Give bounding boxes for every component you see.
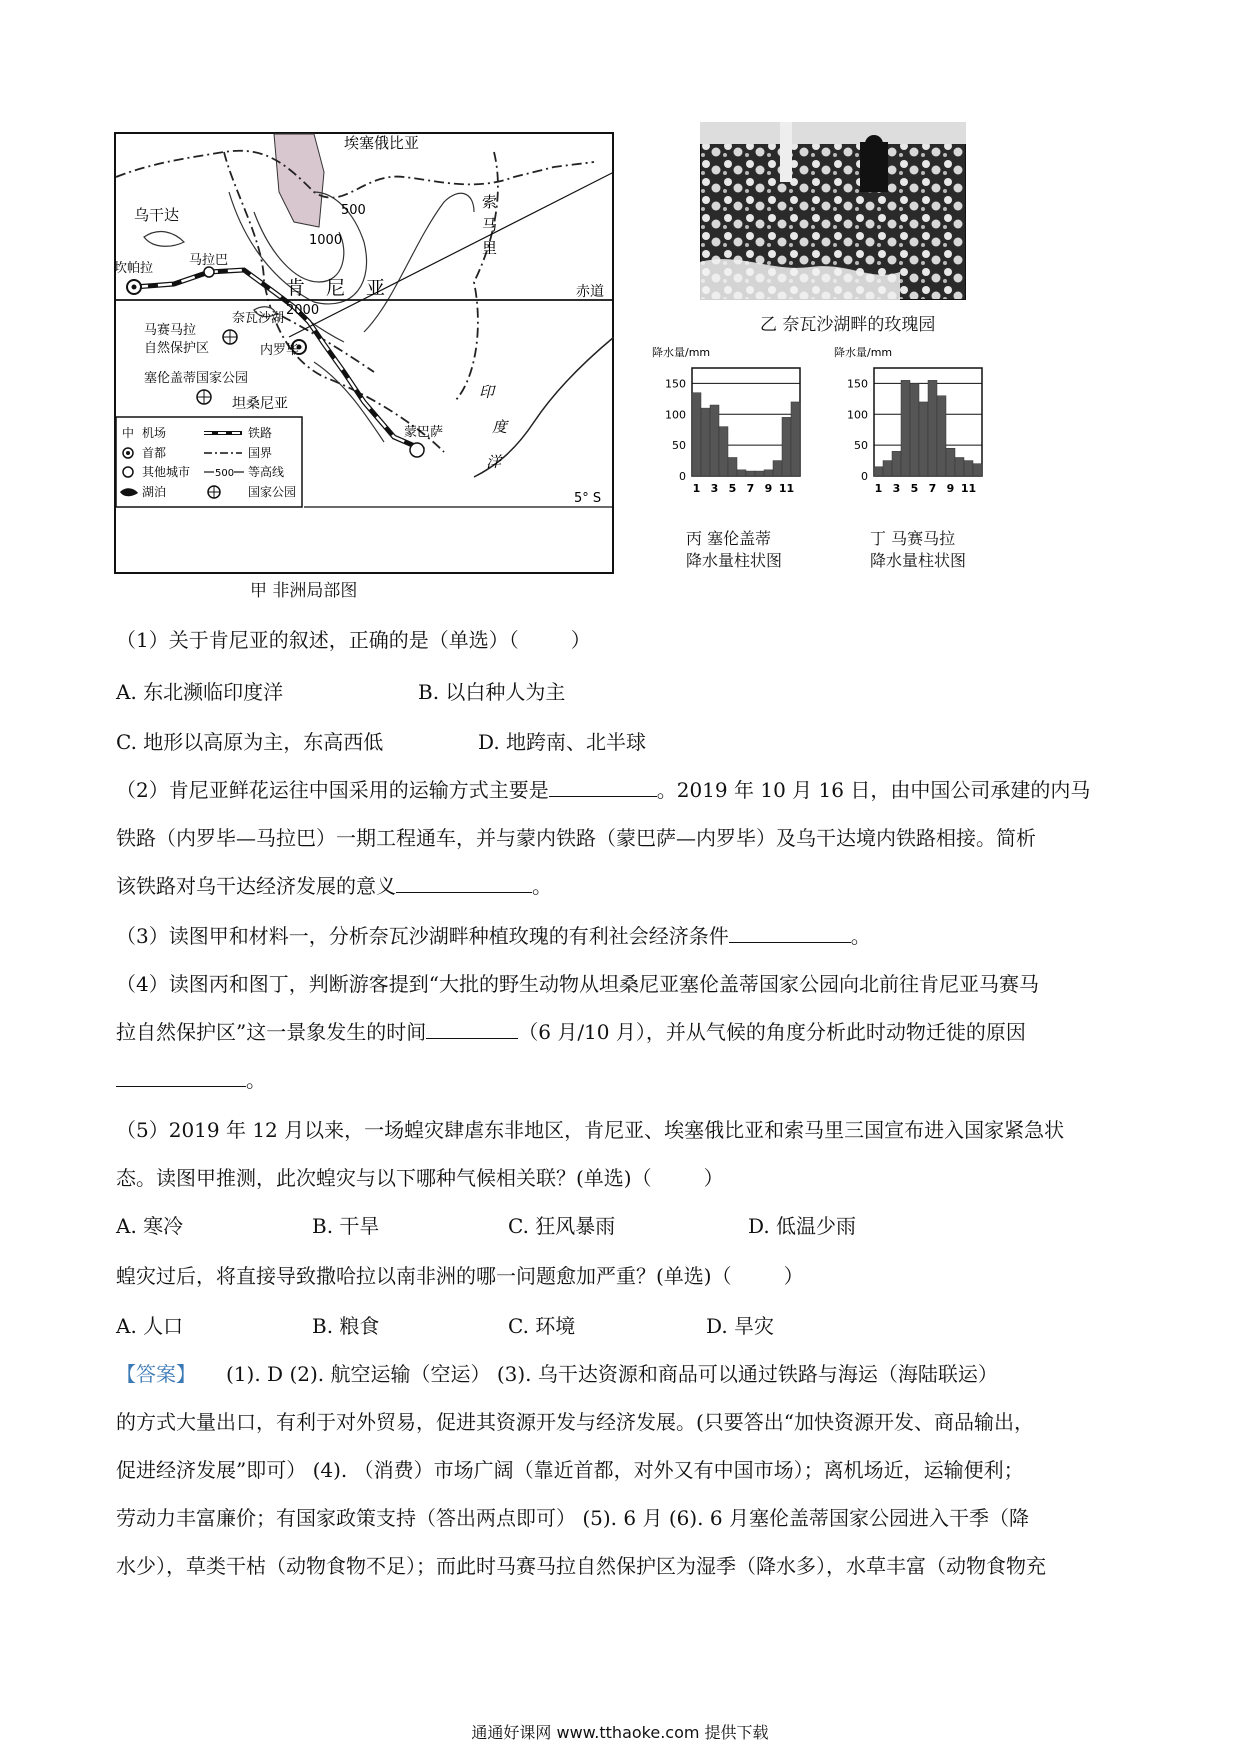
chart-masai-mara-xtick: 9 [946, 482, 955, 495]
q1-option-b: B. 以白种人为主 [418, 680, 566, 704]
label-naivasha: 奈瓦沙湖 [232, 311, 285, 326]
chart-serengeti-bar [701, 408, 710, 476]
q6-option-c: C. 环境 [508, 1314, 576, 1338]
chart-masai-mara-ytick: 150 [847, 377, 868, 391]
answer-line-5: 水少），草类干枯（动物食物不足）；而此时马赛马拉自然保护区为湿季（降水多），水草丰富（动物食物充 [116, 1554, 1046, 1578]
chart-serengeti-ytick: 100 [665, 408, 686, 422]
label-mombasa: 蒙巴萨 [404, 425, 444, 440]
chart-masai-mara-bar [883, 461, 892, 476]
label-masai-mara-1: 马赛马拉 [144, 323, 197, 338]
legend-railway: 铁路 [248, 426, 273, 440]
label-equator: 赤道 [576, 284, 604, 300]
legend-park: 国家公园 [248, 485, 297, 499]
answer-text-1: (1). D (2). 航空运输（空运） (3). 乌干达资源和商品可以通过铁路与海运（海陆联运） [226, 1362, 998, 1386]
label-ethiopia: 埃塞俄比亚 [344, 134, 420, 152]
photo-caption: 乙 奈瓦沙湖畔的玫瑰园 [760, 315, 936, 335]
chart-masai-mara-bar [964, 461, 973, 476]
chart-serengeti-ytick: 0 [679, 470, 686, 483]
chart-serengeti-bar [764, 470, 773, 476]
chart-masai-mara-xtick: 1 [874, 482, 883, 495]
answer-line-1 [116, 1362, 998, 1386]
chart-ding-caption-2: 降水量柱状图 [870, 551, 967, 570]
answer-line-3: 促进经济发展”即可） (4). （消费）市场广阔（靠近首都，对外又有中国市场）；离机场近，运输便利； [116, 1458, 1024, 1482]
label-kenya-1: 肯 [286, 277, 306, 299]
chart-masai-mara-bar [955, 457, 964, 476]
label-kenya-3: 亚 [366, 277, 386, 299]
label-contour-1000: 1000 [309, 233, 343, 248]
question-4-blank-2[interactable] [116, 1068, 246, 1087]
question-4-text-a: 拉自然保护区”这一景象发生的时间 [116, 1020, 427, 1044]
chart-masai-mara-ytick: 0 [861, 470, 868, 483]
question-6 [116, 1264, 804, 1288]
legend-city: 其他城市 [142, 465, 191, 479]
chart-masai-mara-xtick: 11 [960, 482, 977, 495]
label-serengeti: 塞伦盖蒂国家公园 [144, 371, 249, 386]
label-somalia-3: 里 [482, 239, 498, 257]
question-2-line-2: 铁路（内罗毕—马拉巴）一期工程通车，并与蒙内铁路（蒙巴萨—内罗毕）及乌干达境内铁路相接。简析 [116, 826, 1036, 850]
chart-ding-caption [870, 528, 966, 572]
question-2-text-c: 该铁路对乌干达经济发展的意义 [116, 874, 396, 898]
chart-serengeti-bar [782, 417, 791, 476]
question-4-line-3 [116, 1068, 266, 1092]
q5-option-a: A. 寒冷 [116, 1214, 184, 1238]
question-3-text: （3）读图甲和材料一，分析奈瓦沙湖畔种植玫瑰的有利社会经济条件 [116, 924, 729, 948]
legend-contour-value: 500 [215, 468, 235, 479]
chart-serengeti-bar [710, 405, 719, 476]
chart-masai-mara-ytick: 50 [854, 439, 868, 453]
q5-option-c: C. 狂风暴雨 [508, 1214, 616, 1238]
q5-option-b: B. 干旱 [312, 1214, 380, 1238]
q6-option-a: A. 人口 [116, 1314, 184, 1338]
label-masai-mara-2: 自然保护区 [144, 341, 210, 356]
question-2-line-3 [116, 874, 552, 898]
question-2-blank-1[interactable] [549, 778, 657, 797]
legend-capital: 首都 [142, 446, 167, 460]
africa-map [114, 132, 614, 582]
chart-serengeti-bar [746, 471, 755, 476]
page-footer: 通通好课网 www.tthaoke.com 提供下载 [471, 1723, 769, 1742]
label-indian-ocean-2: 度 [492, 418, 508, 436]
chart-serengeti-precip [650, 340, 820, 520]
label-tanzania: 坦桑尼亚 [232, 396, 288, 412]
chart-serengeti-xtick: 1 [692, 482, 701, 495]
question-3 [116, 924, 871, 948]
answer-line-2: 的方式大量出口，有利于对外贸易，促进其资源开发与经济发展。(只要答出“加快资源开发、商品输出， [116, 1410, 1035, 1434]
question-3-blank[interactable] [729, 924, 851, 943]
chart-serengeti-bar [755, 471, 764, 476]
label-indian-ocean-3: 洋 [486, 453, 502, 471]
legend-lake: 湖泊 [142, 485, 167, 499]
label-contour-2000: 2000 [286, 303, 320, 318]
label-nairobi: 内罗毕 [260, 343, 300, 358]
question-2-blank-2[interactable] [396, 874, 532, 893]
question-4-line-2 [116, 1020, 1026, 1044]
question-2-text-d: 。 [532, 874, 552, 898]
map-legend [116, 417, 302, 507]
chart-serengeti-xtick: 3 [710, 482, 719, 495]
chart-bing-caption-2: 降水量柱状图 [686, 551, 783, 570]
chart-serengeti-bar [728, 457, 737, 476]
chart-masai-mara-bar [928, 380, 937, 476]
q1-option-d: D. 地跨南、北半球 [478, 730, 647, 754]
chart-serengeti-xtick: 7 [746, 482, 755, 495]
q6-option-b: B. 粮食 [312, 1314, 380, 1338]
label-somalia-2: 马 [482, 216, 498, 234]
chart-masai-mara-xtick: 7 [928, 482, 937, 495]
label-uganda: 乌干达 [134, 206, 180, 224]
question-2-text-a: （2）肯尼亚鲜花运往中国采用的运输方式主要是 [116, 778, 549, 802]
chart-masai-mara-bar [901, 380, 910, 476]
q1-option-a: A. 东北濒临印度洋 [116, 680, 284, 704]
chart-serengeti-bar [719, 427, 728, 476]
chart-serengeti-bar [773, 461, 782, 476]
chart-bing-caption [686, 528, 782, 572]
answer-line-4: 劳动力丰富廉价；有国家政策支持（答出两点即可） (5). 6 月 (6). 6 月塞伦盖蒂国家公园进入干季（降 [116, 1506, 1029, 1530]
legend-border: 国界 [248, 446, 273, 460]
chart-serengeti-bar [692, 393, 701, 476]
chart-serengeti-xtick: 11 [778, 482, 795, 495]
question-4-end: 。 [246, 1068, 266, 1092]
chart-ding-caption-1: 丁 马赛马拉 [870, 529, 956, 548]
svg-text:中: 中 [122, 426, 135, 440]
rose-garden-photo [700, 122, 966, 300]
question-1-end: ） [570, 628, 591, 652]
label-somalia-1: 索 [482, 193, 498, 211]
question-4-text-b: （6 月/10 月），并从气候的角度分析此时动物迁徙的原因 [518, 1020, 1026, 1044]
label-indian-ocean-1: 印 [479, 383, 495, 401]
chart-serengeti-xtick: 5 [728, 482, 737, 495]
question-6-text: 蝗灾过后，将直接导致撒哈拉以南非洲的哪一问题愈加严重？(单选)（ [116, 1264, 732, 1288]
question-4-line-1: （4）读图丙和图丁，判断游客提到“大批的野生动物从坦桑尼亚塞伦盖蒂国家公园向北前往肯尼亚马赛马 [116, 972, 1039, 996]
question-3-end: 。 [850, 924, 871, 948]
chart-serengeti-xtick: 9 [764, 482, 773, 495]
chart-masai-mara-bar [874, 467, 883, 476]
chart-masai-mara-bar [973, 464, 982, 476]
chart-masai-mara-bar [892, 451, 901, 476]
chart-masai-mara-bar [937, 396, 946, 476]
chart-masai-mara-bar [946, 448, 955, 476]
chart-masai-mara-bar [910, 383, 919, 476]
chart-masai-mara-xtick: 5 [910, 482, 919, 495]
legend-contour: 等高线 [248, 465, 285, 479]
chart-serengeti-ylabel: 降水量/mm [652, 346, 711, 359]
question-1-text: （1）关于肯尼亚的叙述，正确的是（单选）（ [116, 628, 519, 652]
label-kampala: 坎帕拉 [114, 261, 154, 276]
chart-masai-mara-ylabel: 降水量/mm [834, 346, 893, 359]
chart-serengeti-bar [737, 470, 746, 476]
chart-masai-mara-bar [919, 402, 928, 476]
question-5-end: ） [703, 1166, 724, 1190]
question-5-line-1: （5）2019 年 12 月以来，一场蝗灾肆虐东非地区，肯尼亚、埃塞俄比亚和索马里三国宣布进入国家紧急状 [116, 1118, 1065, 1142]
q6-option-d: D. 旱灾 [706, 1314, 775, 1338]
chart-serengeti-bar [791, 402, 800, 476]
q1-option-c: C. 地形以高原为主，东高西低 [116, 730, 384, 754]
legend-airport: 机场 [142, 426, 167, 440]
question-5-text: 态。读图甲推测，此次蝗灾与以下哪种气候相关联？(单选)（ [116, 1166, 652, 1190]
label-contour-500: 500 [341, 203, 366, 218]
chart-serengeti-ytick: 50 [672, 439, 686, 453]
chart-masai-mara-precip [832, 340, 1002, 520]
question-1 [116, 628, 591, 652]
label-5s: 5° S [574, 491, 602, 506]
question-4-blank-1[interactable] [426, 1020, 518, 1039]
question-6-end: ） [783, 1264, 804, 1288]
answer-tag: 【答案】 [116, 1362, 196, 1386]
chart-masai-mara-xtick: 3 [892, 482, 901, 495]
chart-masai-mara-ytick: 100 [847, 408, 868, 422]
chart-serengeti-ytick: 150 [665, 377, 686, 391]
q5-option-d: D. 低温少雨 [748, 1214, 857, 1238]
label-kenya-2: 尼 [326, 277, 346, 299]
question-5-line-2 [116, 1166, 724, 1190]
map-caption: 甲 非洲局部图 [250, 581, 358, 601]
question-2-line-1 [116, 778, 1090, 802]
chart-bing-caption-1: 丙 塞伦盖蒂 [686, 529, 772, 548]
question-2-text-b: 。2019 年 10 月 16 日，由中国公司承建的内马 [656, 778, 1091, 802]
label-malaba: 马拉巴 [189, 253, 229, 268]
